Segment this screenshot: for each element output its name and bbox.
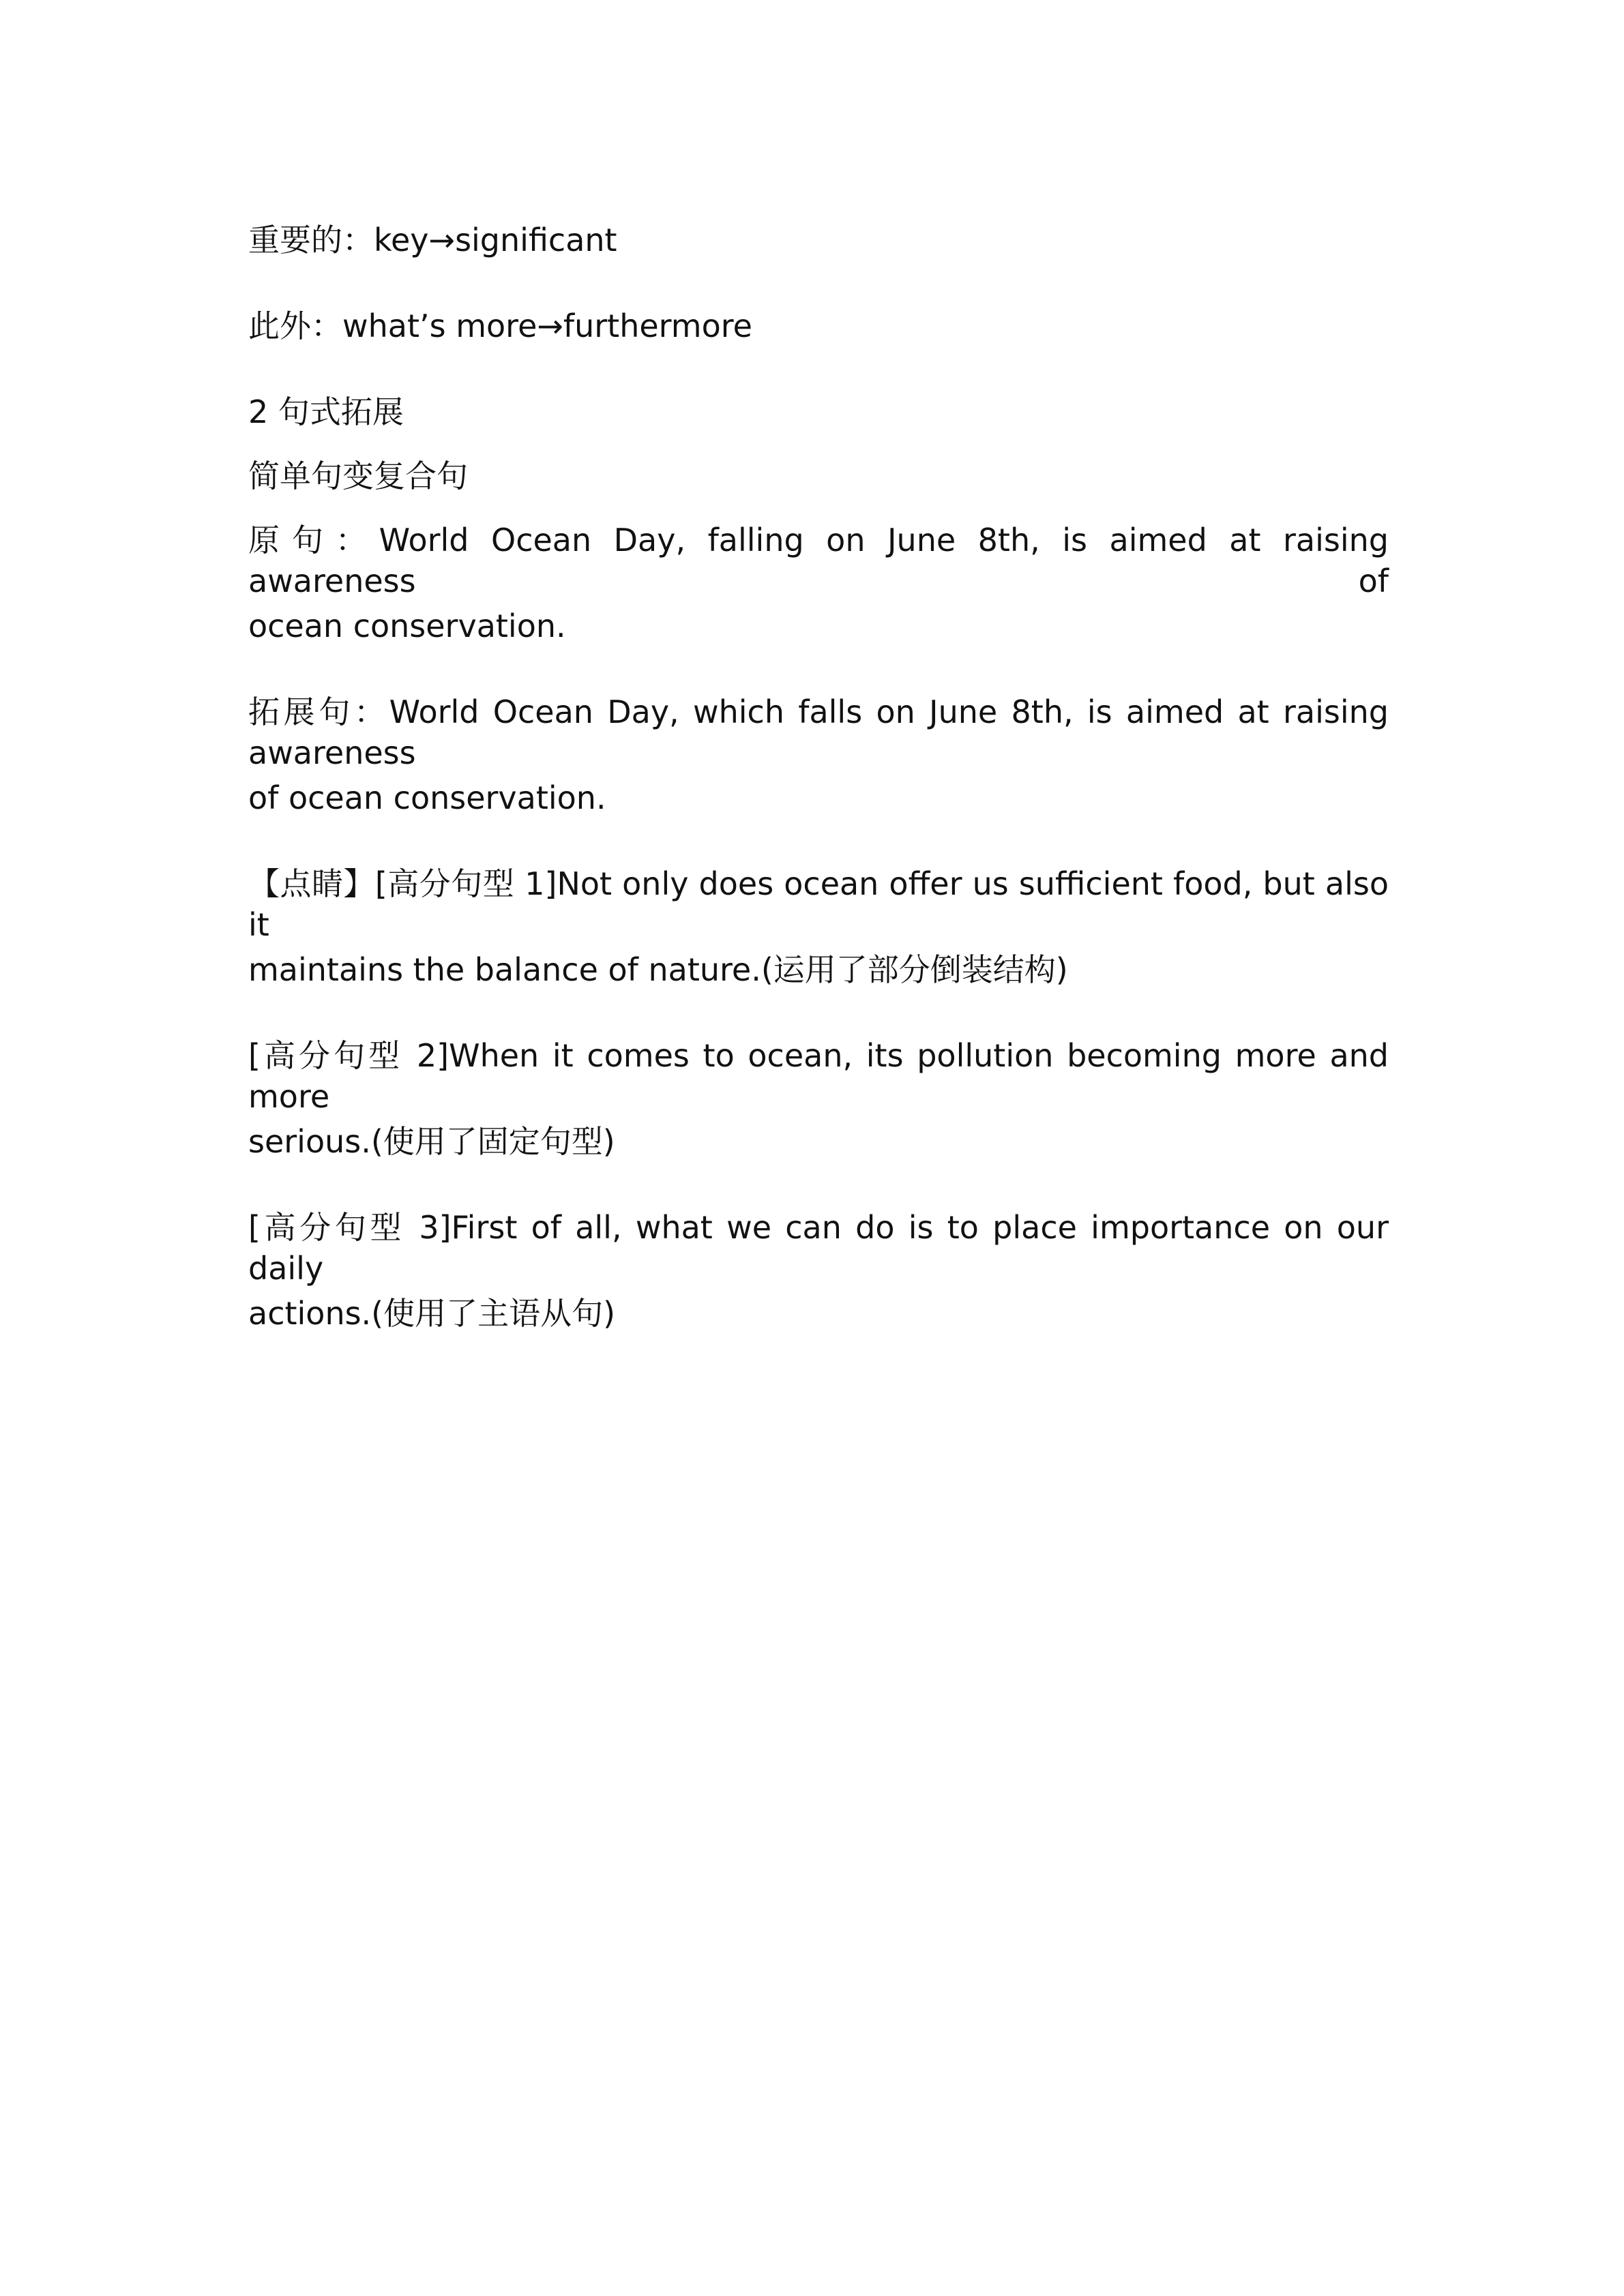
original-sentence-line-1: 原句：World Ocean Day, falling on June 8th, is aimed at raising awareness of	[248, 522, 1389, 599]
highlight-pattern-2-line-1: [高分句型 2]When it comes to ocean, its pollution becoming more and more	[248, 1037, 1389, 1115]
section-heading: 2 句式拓展	[248, 393, 404, 430]
vocab-item-significant: 重要的：key→significant	[248, 222, 617, 258]
highlight-pattern-2-line-2: serious.(使用了固定句型)	[248, 1123, 615, 1160]
section-subheading: 简单句变复合句	[248, 458, 468, 494]
highlight-pattern-3-line-1: [高分句型 3]First of all, what we can do is to place importance on our daily	[248, 1209, 1389, 1287]
highlight-pattern-3-line-2: actions.(使用了主语从句)	[248, 1295, 616, 1332]
highlight-pattern-1-line-1: 【点睛】[高分句型 1]Not only does ocean offer us sufficient food, but also it	[248, 865, 1389, 943]
vocab-item-furthermore: 此外：what’s more→furthermore	[248, 308, 752, 344]
expanded-sentence-line-2: of ocean conservation.	[248, 779, 606, 816]
expanded-sentence-line-1: 拓展句：World Ocean Day, which falls on June 8th, is aimed at raising awareness	[248, 694, 1389, 771]
highlight-pattern-1-line-2: maintains the balance of nature.(运用了部分倒装结构)	[248, 951, 1068, 988]
original-sentence-line-2: ocean conservation.	[248, 608, 566, 644]
